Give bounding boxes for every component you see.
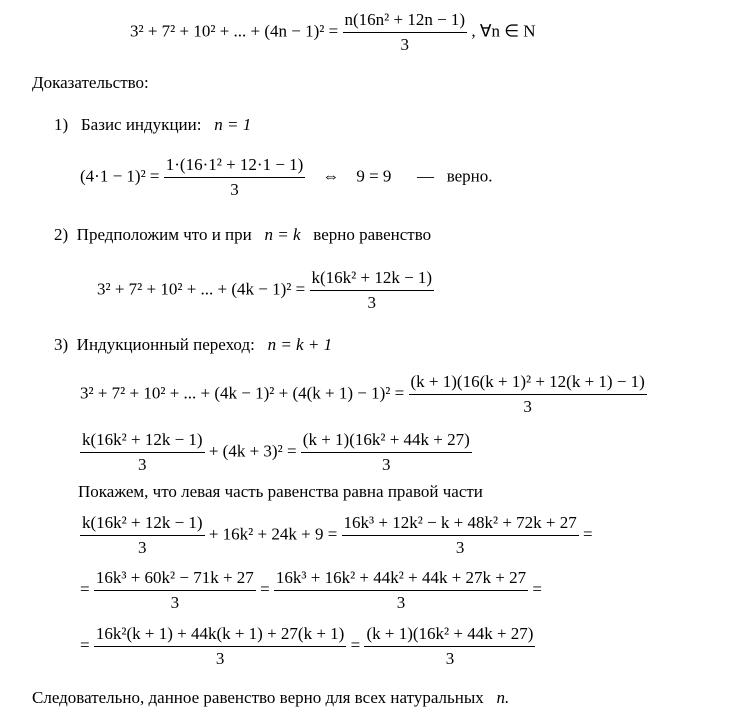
equivalence-symbol: ⇔ xyxy=(322,166,340,186)
conclusion-variable: n. xyxy=(496,688,510,707)
main-formula: 3² + 7² + 10² + ... + (4n − 1)² = $\frac{\text{n(16n² + 12n − 1)}}{3}$ , ∀n ∈ N xyxy=(130,10,536,54)
step2-fraction xyxy=(310,268,435,313)
step2-equation: 3² + 7² + 10² + ... + (4k − 1)² = $\frac{\text{k(16k² + 12k − 1)}}{3}$ xyxy=(97,268,433,312)
step3-eq2-middle: + (4k + 3)² xyxy=(208,441,283,461)
step3-eq3-fraction-right xyxy=(342,513,579,558)
main-formula-denominator: 3 xyxy=(400,35,410,54)
step1-numerator: 1·(16·1² + 12·1 − 1) xyxy=(164,155,306,178)
step3-eq5-fraction-1 xyxy=(94,624,347,669)
step3-eq5-fraction-2 xyxy=(364,624,535,669)
step3-eq3-right-numerator: 16k³ + 12k² − k + 48k² + 72k + 27 xyxy=(342,513,579,536)
conclusion xyxy=(32,688,509,708)
step2-numerator: k(16k² + 12k − 1) xyxy=(310,268,435,291)
step3-eq5-denominator-1: 3 xyxy=(215,649,225,668)
conclusion-text: Следовательно, данное равенство верно для всех натуральных xyxy=(32,688,484,707)
step3-equation-4: = $\frac{\text{16k³ + 60k² − 71k + 27}}{3}$ = $\frac{\text{16k³ + 16k² + 44k² + 44k + 27k + 27}}{3}$ = xyxy=(80,568,542,612)
step3-marker: 3) xyxy=(54,335,69,354)
main-formula-fraction xyxy=(343,10,468,55)
step3-eq2-fraction-right xyxy=(301,430,472,475)
step3-eq5-numerator-2: (k + 1)(16k² + 44k + 27) xyxy=(364,624,535,647)
step2-lhs: 3² + 7² + 10² + ... + (4k − 1)² xyxy=(97,279,292,299)
step2-text2: верно равенство xyxy=(313,225,432,244)
step3-eq1-lhs: 3² + 7² + 10² + ... + (4k − 1)² + (4(k + 1) − 1)² xyxy=(80,383,391,403)
step1-heading xyxy=(54,115,251,135)
step3-eq5-denominator-2: 3 xyxy=(445,649,455,668)
step2-text: Предположим что и при xyxy=(76,225,252,244)
step3-eq3-right-denominator: 3 xyxy=(455,538,465,557)
step2-heading xyxy=(54,225,431,245)
step2-condition: n = k xyxy=(264,225,301,244)
step3-equation-3: $\frac{\text{k(16k² + 12k − 1)}}{3}$ + 16k² + 24k + 9 = $\frac{\text{16k³ + 12k² − k + 48k² + 72k + 27}}{3}$ = xyxy=(82,513,593,557)
step3-eq3-fraction-left xyxy=(80,513,205,558)
step3-eq4-numerator-1: 16k³ + 60k² − 71k + 27 xyxy=(94,568,256,591)
step1-lhs: (4·1 − 1)² xyxy=(80,166,146,186)
step1-verdict: верно. xyxy=(446,166,493,186)
step1-equation: (4·1 − 1)² = $\frac{\text{1·(16·1² + 12·1 − 1)}}{3}$ ⇔ 9 = 9 — верно. xyxy=(80,155,493,199)
step1-fraction xyxy=(164,155,306,200)
step3-eq1-fraction xyxy=(409,372,647,417)
step1-condition: n = 1 xyxy=(214,115,252,134)
main-formula-numerator: n(16n² + 12n − 1) xyxy=(343,10,468,33)
proof-label: Доказательство: xyxy=(32,73,149,92)
step3-eq2-denominator: 3 xyxy=(138,455,147,474)
step3-eq5-numerator-1: 16k²(k + 1) + 44k(k + 1) + 27(k + 1) xyxy=(94,624,347,647)
step2-marker: 2) xyxy=(54,225,69,244)
step3-eq2-right-denominator: 3 xyxy=(382,455,391,474)
step3-eq4-denominator-2: 3 xyxy=(396,593,406,612)
main-formula-quantifier: , ∀n ∈ N xyxy=(471,21,536,41)
step1-result: 9 = 9 xyxy=(356,166,392,186)
step3-eq3-denominator: 3 xyxy=(138,538,147,557)
step3-eq4-fraction-1 xyxy=(94,568,256,613)
step3-eq2-right-numerator: (k + 1)(16k² + 44k + 27) xyxy=(301,430,472,453)
step3-eq2-numerator: k(16k² + 12k − 1) xyxy=(80,430,205,453)
step3-eq3-middle: + 16k² + 24k + 9 xyxy=(208,524,324,544)
em-dash: — xyxy=(416,166,434,186)
step3-eq4-fraction-2 xyxy=(274,568,528,613)
step3-eq4-numerator-2: 16k³ + 16k² + 44k² + 44k + 27k + 27 xyxy=(274,568,528,591)
step3-eq4-denominator-1: 3 xyxy=(170,593,180,612)
step2-denominator: 3 xyxy=(367,293,377,312)
step3-equation-5: = $\frac{\text{16k²(k + 1) + 44k(k + 1) + 27(k + 1)}}{3}$ = $\frac{\text{(k + 1)(16k² + 44k + 27)}}{3}$ xyxy=(80,624,534,668)
step3-eq1-numerator: (k + 1)(16(k + 1)² + 12(k + 1) − 1) xyxy=(409,372,647,395)
step3-heading xyxy=(54,335,332,355)
step3-eq1-denominator: 3 xyxy=(523,397,532,416)
step1-marker: 1) xyxy=(54,115,69,134)
step3-equation-2: $\frac{\text{k(16k² + 12k − 1)}}{3}$ + (4k + 3)² = $\frac{\text{(k + 1)(16k² + 44k + 27)}}{3}$ xyxy=(82,430,470,474)
main-formula-lhs: 3² + 7² + 10² + ... + (4n − 1)² xyxy=(130,21,325,41)
step3-eq3-numerator: k(16k² + 12k − 1) xyxy=(80,513,205,536)
step1-title: Базис индукции: xyxy=(80,115,202,134)
step3-title: Индукционный переход: xyxy=(76,335,255,354)
show-text: Покажем, что левая часть равенства равна правой части xyxy=(78,482,483,501)
step3-condition: n = k + 1 xyxy=(267,335,333,354)
step3-equation-1: 3² + 7² + 10² + ... + (4k − 1)² + (4(k + 1) − 1)² = $\frac{\text{(k + 1)(16(k + 1)² + 12(k + 1) − 1)}}{3}$ xyxy=(80,372,645,416)
step1-denominator: 3 xyxy=(230,180,239,199)
step3-eq2-fraction-left xyxy=(80,430,205,475)
